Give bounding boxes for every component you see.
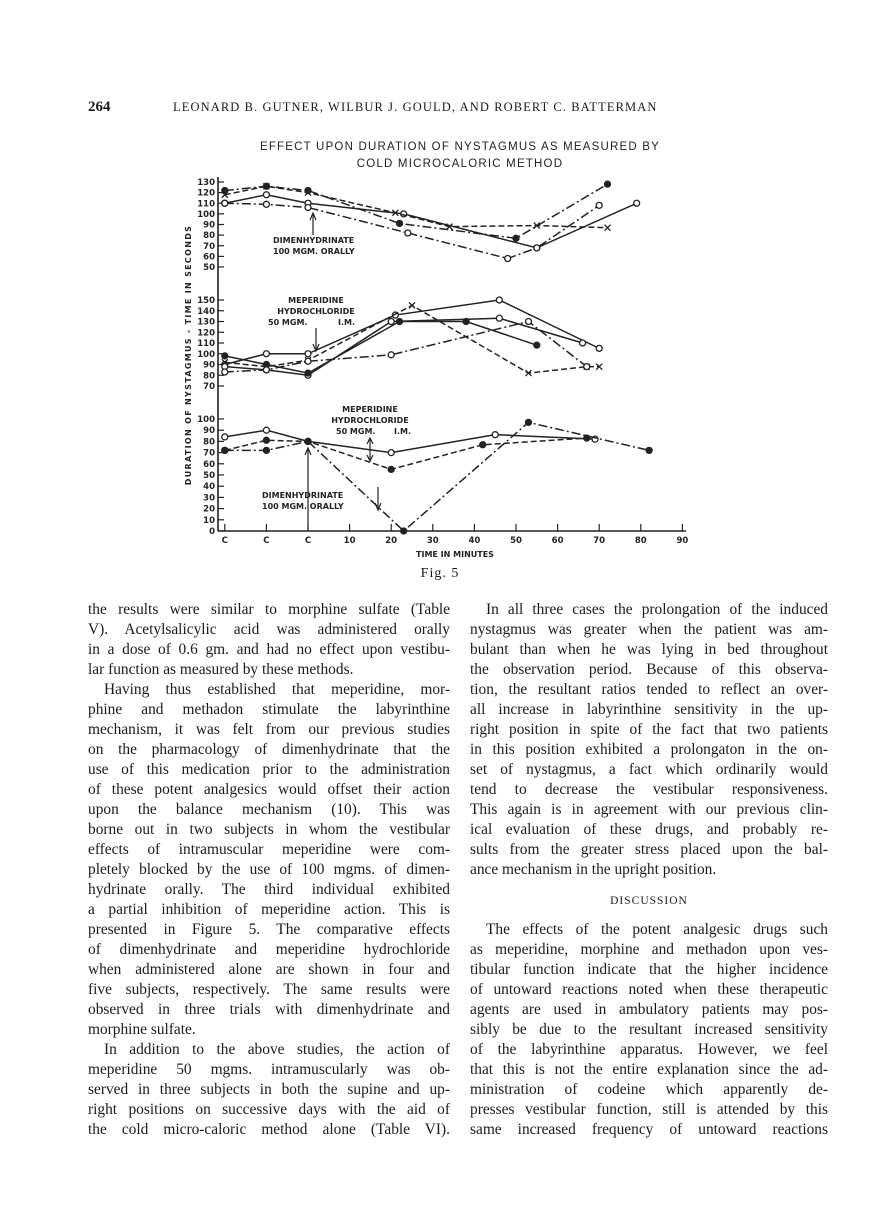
y-tick-label: 70 [203,448,215,459]
data-point-open [525,319,531,325]
text-line: use of this medication prior to the administration [88,761,450,778]
y-tick-label: 140 [197,306,215,317]
text-line: hydrinate orally. The third individual exhibited [88,881,450,898]
y-tick-label: 50 [203,471,215,481]
x-tick-label: 90 [676,536,689,546]
text-line: nystagmus was greater when the patient was am- [470,621,828,638]
data-point-open [305,351,311,357]
x-tick-label: C [304,536,312,546]
data-point-open [305,205,311,211]
body-column-left [88,600,450,1140]
y-tick-label: 90 [203,220,215,231]
text-line: agents are used in ambulatory patients may pos- [470,1001,828,1018]
data-point-open [263,192,269,198]
text-line: ministration of codeine which apparently de- [470,1081,828,1098]
annotation-text: HYDROCHLORIDE [331,416,409,425]
y-tick-label: 80 [203,231,215,242]
text-line: upon the balance mechanism (10). This was [88,801,450,818]
x-tick-label: 60 [551,536,564,546]
data-point-filled [401,528,407,534]
annotation-text: 50 MGM. [336,427,376,436]
x-tick-label: 10 [343,536,356,546]
text-line: set of nystagmus, a fact which ordinarily would [470,761,828,778]
y-tick-label: 100 [197,349,215,360]
y-tick-label: 90 [203,360,215,371]
y-tick-label: 50 [203,263,215,273]
data-point-filled [263,447,269,453]
y-tick-label: 80 [203,437,215,448]
text-line: same increased frequency of untoward reactions [470,1121,828,1138]
y-tick-label: 120 [197,328,215,339]
text-line: all increase in labyrinthine sensitivity in the up- [470,701,828,718]
data-point-open [388,352,394,358]
text-line: lar function as measured by these methods. [88,661,354,678]
text-line: right position in spite of the fact that two patients [470,721,828,738]
y-tick-label: 150 [197,296,215,306]
data-point-open [596,345,602,351]
text-line: that this is not the entire explanation since the ad- [470,1061,828,1078]
data-point-filled [605,181,611,187]
text-line: In all three cases the prolongation of the induced [486,601,828,618]
y-tick-label: 110 [197,199,215,210]
text-line: tend to decrease the vestibular responsiveness. [470,781,828,798]
y-tick-label: 100 [197,415,215,425]
text-line: on the pharmacology of dimenhydrinate that the [88,741,450,758]
data-point-filled [480,442,486,448]
text-line: the results were similar to morphine sulfate (Table [88,601,450,618]
annotation-text: MEPERIDINE [288,296,344,305]
text-line: the observation period. Because of this observa- [470,661,828,678]
y-tick-label: 20 [203,504,215,515]
text-line: borne out in two subjects in whom the vestibular [88,821,450,838]
chart-title-line2: COLD MICROCALORIC METHOD [356,158,564,170]
data-point-filled [463,319,469,325]
text-line: The effects of the potent analgesic drugs such [486,921,828,938]
x-tick-label: 30 [426,536,439,546]
annotation-text: 100 MGM. ORALLY [273,247,355,256]
annotation-text: I.M. [394,427,412,436]
text-line: in this position exhibited a prolongaton in the on- [470,741,828,758]
x-tick-label: 40 [468,536,481,546]
data-point-open [492,432,498,438]
text-line: observed in three trials with dimenhydrinate and [88,1001,450,1018]
figure-5-chart [0,0,880,600]
data-point-open [534,245,540,251]
y-tick-label: 130 [197,317,215,328]
y-tick-label: 40 [203,482,215,493]
series-line-dimenhydrinate-plus-meperidine-2 [225,438,587,469]
y-tick-label: 90 [203,426,215,437]
y-tick-label: 110 [197,339,215,349]
text-line: served in three subjects in both the supine and up- [88,1081,450,1098]
chart-title: EFFECT UPON DURATION OF NYSTAGMUS AS MEASURED BY [259,141,661,153]
text-line: sibly be due to the resultant increased sensitivity [470,1021,828,1038]
text-line: in a dose of 0.6 gm. and had no effect upon vestibu- [88,641,450,658]
series-layer [222,181,652,534]
x-axis-label: TIME IN MINUTES [416,550,494,559]
data-point-filled [305,370,311,376]
annotation-text: 100 MGM. ORALLY [262,502,344,511]
y-axis-label: DURATION OF NYSTAGMUS - TIME IN SECONDS [184,224,193,486]
text-line: right positions on successive days with the aid of [88,1101,450,1118]
data-point-filled [397,319,403,325]
text-line: V). Acetylsalicylic acid was administered orally [88,621,450,638]
x-tick-label: 70 [593,536,606,546]
annotations [305,213,381,531]
x-tick-label: C [263,536,270,546]
data-point-filled [646,447,652,453]
data-point-filled [263,437,269,443]
data-point-open [263,367,269,373]
x-tick-label: 80 [634,536,647,546]
data-point-open [263,351,269,357]
data-point-filled [222,353,228,359]
data-point-open [388,450,394,456]
data-point-open [580,340,586,346]
y-tick-label: 80 [203,371,215,382]
section-heading: DISCUSSION [610,895,688,907]
text-line: Having thus established that meperidine, mor- [104,681,450,698]
text-line: tibular function indicate that the higher incidence [470,961,828,978]
data-point-open [496,297,502,303]
text-line: when administered alone are shown in four and [88,961,450,978]
y-tick-label: 100 [197,209,215,220]
data-point-open [505,256,511,262]
text-line: of the labyrinthine apparatus. However, we feel [470,1041,828,1058]
data-point-filled [305,438,311,444]
data-point-x [409,302,415,308]
page-number: 264 [88,99,111,115]
text-line: meperidine 50 mgms. intramuscularly was ob- [88,1061,450,1078]
text-line: a partial inhibition of meperidine action. This is [88,901,450,918]
y-tick-label: 0 [209,527,215,537]
data-point-filled [513,235,519,241]
text-line: as meperidine, morphine and methadon upon ves- [470,941,828,958]
text-line: tion, the resultant ratios tended to reflect an over- [470,681,828,698]
text-line: of these potent analgesics would offset their action [88,781,450,798]
data-point-open [634,200,640,206]
text-line: morphine sulfate. [88,1021,196,1038]
data-point-filled [397,220,403,226]
y-tick-label: 60 [203,459,215,470]
data-point-filled [222,447,228,453]
x-tick-label: 20 [385,536,398,546]
data-point-open [263,201,269,207]
data-point-open [584,364,590,370]
data-point-open [405,230,411,236]
text-line: the cold micro-caloric method alone (Table VI). [88,1121,450,1138]
text-line: ance mechanism in the upright position. [470,861,717,878]
data-point-open [263,427,269,433]
body-column-right [470,600,828,1140]
y-tick-label: 70 [203,241,215,252]
data-point-open [305,358,311,364]
text-line: presses vestibular function, still is attended by this [470,1101,828,1118]
annotation-text: I.M. [338,318,356,327]
series-line-dimenhydrinate-1 [225,184,608,238]
data-point-open [496,315,502,321]
annotation-text: MEPERIDINE [342,405,398,414]
x-tick-label: C [221,536,228,546]
annotation-text: DIMENHYDRINATE [273,236,355,245]
x-tick-label: 50 [510,536,522,546]
data-point-open [596,202,602,208]
text-line: This again is in agreement with our previous clin- [470,801,828,818]
y-tick-label: 120 [197,188,215,199]
y-tick-label: 10 [203,515,215,526]
text-line: effects of intramuscular meperidine were com- [88,841,450,858]
data-point-open [388,319,394,325]
text-line: sults from the greater stress placed upon the bal- [470,841,828,858]
y-tick-label: 30 [203,493,215,504]
text-line: bulant than when he was lying in bed throughout [470,641,828,658]
y-tick-label: 60 [203,252,215,263]
data-point-x [605,225,611,231]
text-line: In addition to the above studies, the action of [104,1041,450,1058]
data-point-filled [525,419,531,425]
text-line: pletely blocked by the use of 100 mgms. of dimen- [88,861,450,878]
text-line: phine and methadon stimulate the labyrinthine [88,701,450,718]
data-point-open [222,369,228,375]
y-tick-label: 130 [197,178,215,188]
text-line: of untoward reactions noted when these therapeutic [470,981,828,998]
text-line: ical evaluation of these drugs, and probably re- [470,821,828,838]
running-head: LEONARD B. GUTNER, WILBUR J. GOULD, AND ROBERT C. BATTERMAN [173,100,658,114]
text-line: of dimenhydrinate and meperidine hydrochloride [88,941,450,958]
data-point-filled [534,342,540,348]
text-line: mechanism, it was felt from our previous studies [88,721,450,738]
data-point-open [222,200,228,206]
y-tick-label: 70 [203,382,215,392]
series-line-dimenhydrinate-4 [225,186,608,227]
figure-caption: Fig. 5 [420,566,460,581]
data-point-open [222,434,228,440]
text-line: presented in Figure 5. The comparative effects [88,921,450,938]
data-point-filled [388,466,394,472]
annotation-text: 50 MGM. [268,318,308,327]
annotation-text: HYDROCHLORIDE [277,307,355,316]
annotation-text: DIMENHYDRINATE [262,491,344,500]
text-line: five subjects, respectively. The same results were [88,981,450,998]
